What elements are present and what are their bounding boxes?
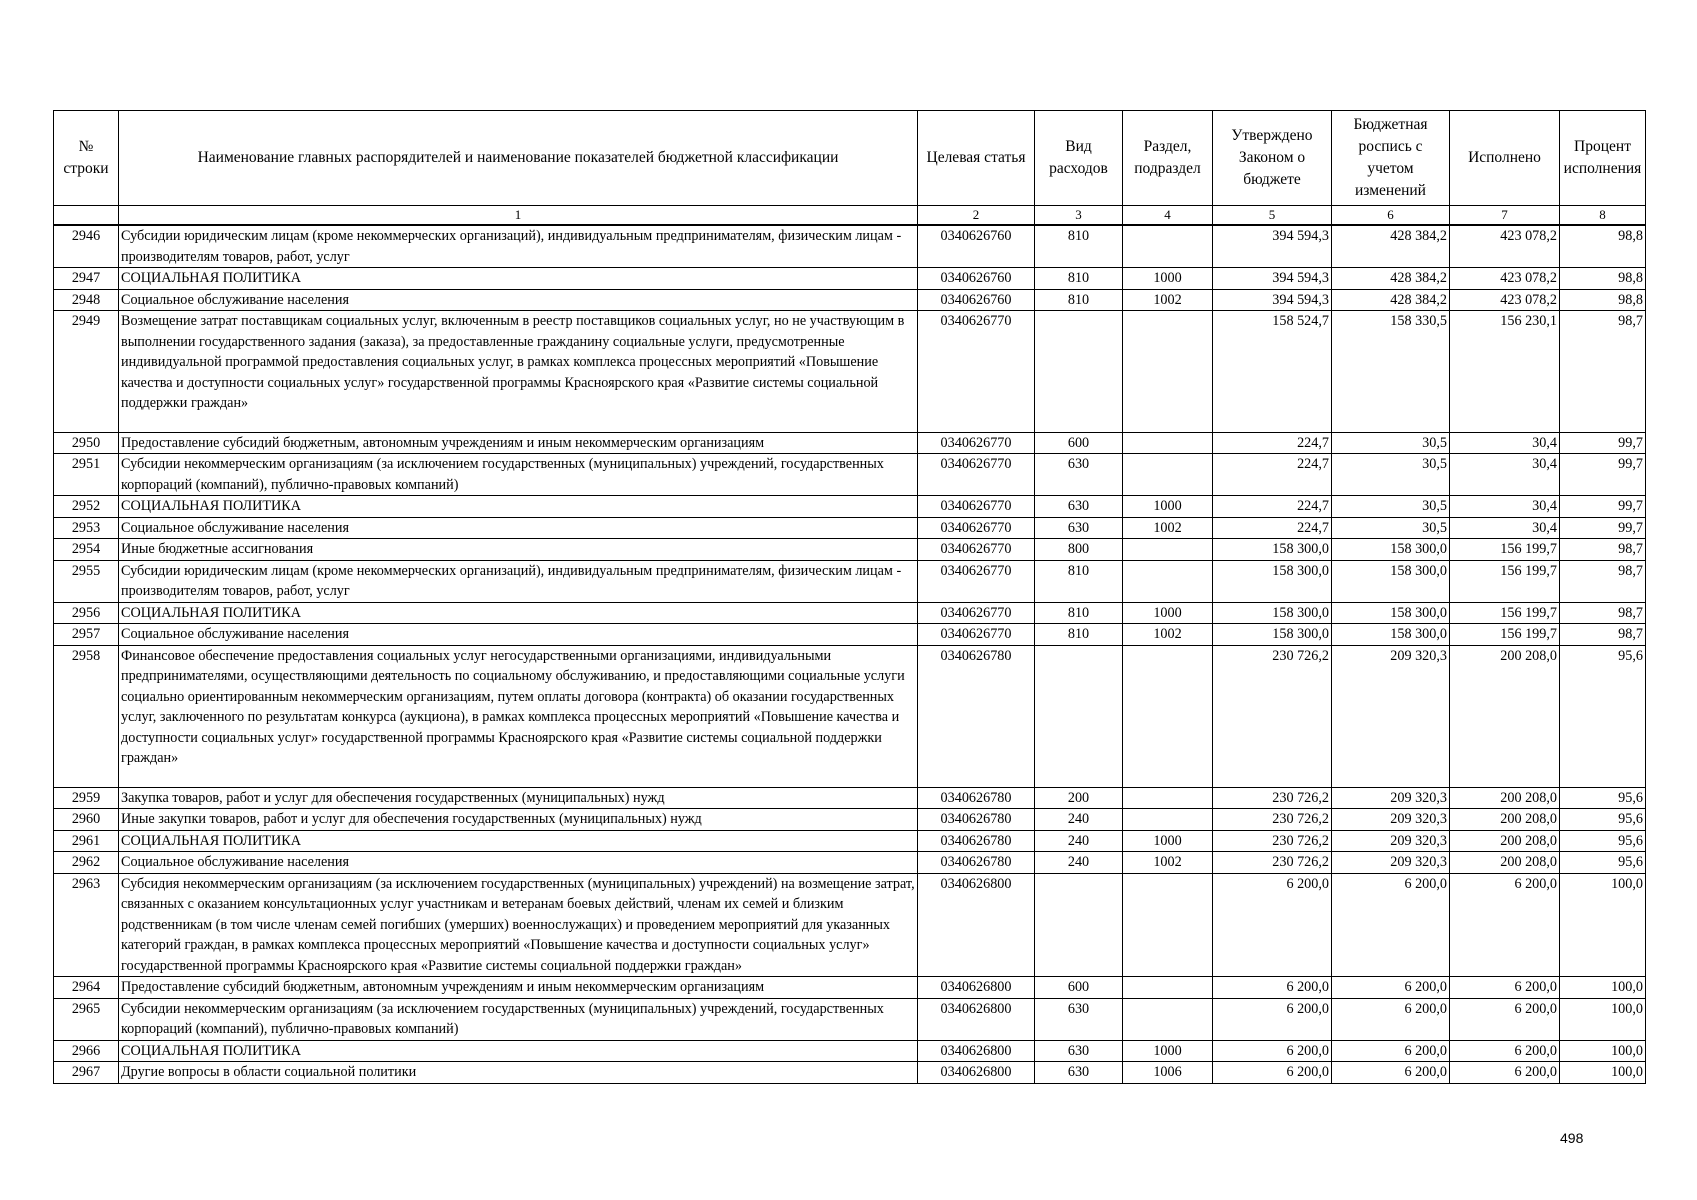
row-name: Социальное обслуживание населения <box>119 624 918 646</box>
execution-percent: 99,7 <box>1560 517 1646 539</box>
row-name: Субсидии некоммерческим организациям (за исключением государственных (муниципальных) учреждений, государственных корпораций (компаний), публично-правовых компаний) <box>119 998 918 1040</box>
header-percent: Процент исполнения <box>1560 111 1646 206</box>
row-number: 2957 <box>54 624 119 646</box>
execution-percent: 100,0 <box>1560 998 1646 1040</box>
header-name: Наименование главных распорядителей и наименование показателей бюджетной классификации <box>119 111 918 206</box>
header-approved: Утверждено Законом о бюджете <box>1213 111 1332 206</box>
target-article: 0340626800 <box>918 1040 1035 1062</box>
section: 1000 <box>1123 1040 1213 1062</box>
header-executed: Исполнено <box>1450 111 1560 206</box>
budget-list-amount: 209 320,3 <box>1332 645 1450 787</box>
row-name: Субсидии некоммерческим организациям (за исключением государственных (муниципальных) учреждений, государственных корпораций (компаний), публично-правовых компаний) <box>119 454 918 496</box>
executed-amount: 200 208,0 <box>1450 852 1560 874</box>
row-name: Финансовое обеспечение предоставления социальных услуг негосударственными организациями, индивидуальными предпринимателями, осуществляющими деятельность по социальному обслуживанию, и предоставляющими социальные услуги социально ориентированным некоммерческим организациям, путем оплаты договора (контракта) об оказании государственных услуг, заключенного по результатам конкурса (аукциона), в рамках комплекса процессных мероприятий «Повышение качества и доступности социальных услуг» государственной программы Красноярского края «Развитие системы социальной поддержки граждан» <box>119 645 918 787</box>
execution-percent: 98,8 <box>1560 289 1646 311</box>
approved-amount: 158 300,0 <box>1213 602 1332 624</box>
expense-type: 810 <box>1035 225 1123 268</box>
expense-type <box>1035 645 1123 787</box>
expense-type <box>1035 311 1123 433</box>
header-budget-list: Бюджетная роспись с учетом изменений <box>1332 111 1450 206</box>
target-article: 0340626770 <box>918 311 1035 433</box>
approved-amount: 230 726,2 <box>1213 852 1332 874</box>
section <box>1123 787 1213 809</box>
table-row <box>54 873 1646 977</box>
budget-list-amount: 30,5 <box>1332 517 1450 539</box>
budget-list-amount: 209 320,3 <box>1332 830 1450 852</box>
section: 1006 <box>1123 1062 1213 1084</box>
table-body <box>54 225 1646 1083</box>
row-name: СОЦИАЛЬНАЯ ПОЛИТИКА <box>119 1040 918 1062</box>
row-name: Предоставление субсидий бюджетным, автономным учреждениям и иным некоммерческим организациям <box>119 977 918 999</box>
executed-amount: 6 200,0 <box>1450 1062 1560 1084</box>
row-name: Иные закупки товаров, работ и услуг для обеспечения государственных (муниципальных) нужд <box>119 809 918 831</box>
column-number: 6 <box>1332 206 1450 226</box>
budget-list-amount: 158 300,0 <box>1332 624 1450 646</box>
table-row <box>54 539 1646 561</box>
section: 1000 <box>1123 602 1213 624</box>
table-row <box>54 268 1646 290</box>
table-row <box>54 602 1646 624</box>
expense-type: 810 <box>1035 624 1123 646</box>
section <box>1123 645 1213 787</box>
execution-percent: 98,7 <box>1560 560 1646 602</box>
header-row-number: № строки <box>54 111 119 206</box>
table-row <box>54 454 1646 496</box>
row-number: 2958 <box>54 645 119 787</box>
budget-list-amount: 428 384,2 <box>1332 268 1450 290</box>
row-number: 2947 <box>54 268 119 290</box>
approved-amount: 230 726,2 <box>1213 830 1332 852</box>
row-name: Субсидии юридическим лицам (кроме некоммерческих организаций), индивидуальным предпринимателям, физическим лицам - производителям товаров, работ, услуг <box>119 225 918 268</box>
target-article: 0340626770 <box>918 517 1035 539</box>
executed-amount: 6 200,0 <box>1450 998 1560 1040</box>
executed-amount: 156 199,7 <box>1450 560 1560 602</box>
expense-type: 630 <box>1035 998 1123 1040</box>
budget-list-amount: 209 320,3 <box>1332 809 1450 831</box>
approved-amount: 394 594,3 <box>1213 225 1332 268</box>
row-number: 2949 <box>54 311 119 433</box>
executed-amount: 6 200,0 <box>1450 873 1560 977</box>
section: 1000 <box>1123 268 1213 290</box>
execution-percent: 95,6 <box>1560 809 1646 831</box>
target-article: 0340626780 <box>918 787 1035 809</box>
budget-list-amount: 6 200,0 <box>1332 977 1450 999</box>
column-number-blank <box>54 206 119 226</box>
expense-type: 630 <box>1035 517 1123 539</box>
execution-percent: 100,0 <box>1560 1062 1646 1084</box>
target-article: 0340626800 <box>918 873 1035 977</box>
budget-list-amount: 6 200,0 <box>1332 998 1450 1040</box>
row-name: СОЦИАЛЬНАЯ ПОЛИТИКА <box>119 830 918 852</box>
table-row <box>54 311 1646 433</box>
table-row <box>54 432 1646 454</box>
column-number: 2 <box>918 206 1035 226</box>
approved-amount: 158 300,0 <box>1213 624 1332 646</box>
budget-list-amount: 428 384,2 <box>1332 225 1450 268</box>
expense-type: 810 <box>1035 268 1123 290</box>
executed-amount: 156 199,7 <box>1450 624 1560 646</box>
column-number-row <box>54 206 1646 226</box>
row-number: 2965 <box>54 998 119 1040</box>
expense-type: 600 <box>1035 432 1123 454</box>
approved-amount: 230 726,2 <box>1213 787 1332 809</box>
execution-percent: 98,7 <box>1560 539 1646 561</box>
target-article: 0340626800 <box>918 977 1035 999</box>
executed-amount: 200 208,0 <box>1450 809 1560 831</box>
target-article: 0340626770 <box>918 454 1035 496</box>
column-number: 7 <box>1450 206 1560 226</box>
target-article: 0340626770 <box>918 539 1035 561</box>
section: 1000 <box>1123 830 1213 852</box>
executed-amount: 6 200,0 <box>1450 1040 1560 1062</box>
section: 1002 <box>1123 852 1213 874</box>
executed-amount: 423 078,2 <box>1450 225 1560 268</box>
row-number: 2953 <box>54 517 119 539</box>
expense-type: 630 <box>1035 1040 1123 1062</box>
execution-percent: 98,8 <box>1560 268 1646 290</box>
row-name: СОЦИАЛЬНАЯ ПОЛИТИКА <box>119 268 918 290</box>
table-row <box>54 809 1646 831</box>
row-number: 2960 <box>54 809 119 831</box>
budget-list-amount: 6 200,0 <box>1332 873 1450 977</box>
row-number: 2964 <box>54 977 119 999</box>
expense-type: 810 <box>1035 289 1123 311</box>
row-number: 2967 <box>54 1062 119 1084</box>
expense-type: 200 <box>1035 787 1123 809</box>
header-row <box>54 111 1646 206</box>
approved-amount: 158 524,7 <box>1213 311 1332 433</box>
target-article: 0340626770 <box>918 432 1035 454</box>
row-name: СОЦИАЛЬНАЯ ПОЛИТИКА <box>119 496 918 518</box>
expense-type: 240 <box>1035 809 1123 831</box>
executed-amount: 156 199,7 <box>1450 539 1560 561</box>
row-name: СОЦИАЛЬНАЯ ПОЛИТИКА <box>119 602 918 624</box>
target-article: 0340626760 <box>918 289 1035 311</box>
budget-list-amount: 158 330,5 <box>1332 311 1450 433</box>
approved-amount: 224,7 <box>1213 454 1332 496</box>
row-number: 2966 <box>54 1040 119 1062</box>
section <box>1123 454 1213 496</box>
execution-percent: 95,6 <box>1560 852 1646 874</box>
execution-percent: 95,6 <box>1560 830 1646 852</box>
table-row <box>54 517 1646 539</box>
approved-amount: 158 300,0 <box>1213 539 1332 561</box>
row-number: 2962 <box>54 852 119 874</box>
header-expense-type: Вид расходов <box>1035 111 1123 206</box>
column-number: 5 <box>1213 206 1332 226</box>
executed-amount: 423 078,2 <box>1450 268 1560 290</box>
section <box>1123 225 1213 268</box>
budget-list-amount: 30,5 <box>1332 432 1450 454</box>
target-article: 0340626780 <box>918 809 1035 831</box>
budget-list-amount: 6 200,0 <box>1332 1062 1450 1084</box>
target-article: 0340626760 <box>918 225 1035 268</box>
row-name: Возмещение затрат поставщикам социальных услуг, включенным в реестр поставщиков социальных услуг, но не участвующим в выполнении государственного задания (заказа), за предоставленные гражданину социальные услуги, предусмотренные индивидуальной программой предоставления социальных услуг, в рамках комплекса процессных мероприятий «Повышение качества и доступности социальных услуг» государственной программы Красноярского края «Развитие системы социальной поддержки граждан» <box>119 311 918 433</box>
row-name: Предоставление субсидий бюджетным, автономным учреждениям и иным некоммерческим организациям <box>119 432 918 454</box>
expense-type: 630 <box>1035 1062 1123 1084</box>
budget-list-amount: 158 300,0 <box>1332 539 1450 561</box>
row-number: 2950 <box>54 432 119 454</box>
section: 1002 <box>1123 624 1213 646</box>
section <box>1123 977 1213 999</box>
executed-amount: 30,4 <box>1450 496 1560 518</box>
section <box>1123 998 1213 1040</box>
execution-percent: 95,6 <box>1560 787 1646 809</box>
row-number: 2951 <box>54 454 119 496</box>
target-article: 0340626770 <box>918 560 1035 602</box>
row-number: 2959 <box>54 787 119 809</box>
target-article: 0340626780 <box>918 830 1035 852</box>
section: 1002 <box>1123 517 1213 539</box>
budget-list-amount: 30,5 <box>1332 454 1450 496</box>
approved-amount: 224,7 <box>1213 517 1332 539</box>
execution-percent: 98,7 <box>1560 602 1646 624</box>
row-name: Социальное обслуживание населения <box>119 289 918 311</box>
executed-amount: 6 200,0 <box>1450 977 1560 999</box>
section <box>1123 311 1213 433</box>
expense-type <box>1035 873 1123 977</box>
row-number: 2946 <box>54 225 119 268</box>
table-row <box>54 1040 1646 1062</box>
header-target-article: Целевая статья <box>918 111 1035 206</box>
row-number: 2954 <box>54 539 119 561</box>
approved-amount: 6 200,0 <box>1213 1062 1332 1084</box>
section: 1000 <box>1123 496 1213 518</box>
section <box>1123 873 1213 977</box>
approved-amount: 158 300,0 <box>1213 560 1332 602</box>
expense-type: 240 <box>1035 852 1123 874</box>
budget-list-amount: 209 320,3 <box>1332 787 1450 809</box>
executed-amount: 30,4 <box>1450 454 1560 496</box>
execution-percent: 100,0 <box>1560 977 1646 999</box>
section: 1002 <box>1123 289 1213 311</box>
table-row <box>54 496 1646 518</box>
budget-list-amount: 428 384,2 <box>1332 289 1450 311</box>
table-header <box>54 111 1646 226</box>
expense-type: 810 <box>1035 560 1123 602</box>
column-number: 8 <box>1560 206 1646 226</box>
approved-amount: 6 200,0 <box>1213 873 1332 977</box>
row-name: Социальное обслуживание населения <box>119 517 918 539</box>
execution-percent: 100,0 <box>1560 1040 1646 1062</box>
target-article: 0340626780 <box>918 645 1035 787</box>
expense-type: 810 <box>1035 602 1123 624</box>
section <box>1123 560 1213 602</box>
section <box>1123 539 1213 561</box>
expense-type: 600 <box>1035 977 1123 999</box>
target-article: 0340626800 <box>918 1062 1035 1084</box>
row-name: Субсидия некоммерческим организациям (за исключением государственных (муниципальных) учреждений) на возмещение затрат, связанных с оказанием консультационных услуг участникам и ветеранам боевых действий, членам их семей и близким родственникам (в том числе членам семей погибших (умерших) военнослужащих) и проведением мероприятий для указанных категорий граждан, в рамках комплекса процессных мероприятий «Повышение качества и доступности социальных услуг» государственной программы Красноярского края «Развитие системы социальной поддержки граждан» <box>119 873 918 977</box>
row-name: Иные бюджетные ассигнования <box>119 539 918 561</box>
budget-list-amount: 6 200,0 <box>1332 1040 1450 1062</box>
execution-percent: 99,7 <box>1560 496 1646 518</box>
approved-amount: 230 726,2 <box>1213 645 1332 787</box>
budget-list-amount: 209 320,3 <box>1332 852 1450 874</box>
approved-amount: 394 594,3 <box>1213 268 1332 290</box>
target-article: 0340626760 <box>918 268 1035 290</box>
budget-list-amount: 158 300,0 <box>1332 602 1450 624</box>
row-name: Другие вопросы в области социальной политики <box>119 1062 918 1084</box>
expense-type: 630 <box>1035 496 1123 518</box>
execution-percent: 99,7 <box>1560 432 1646 454</box>
column-number: 3 <box>1035 206 1123 226</box>
table-row <box>54 852 1646 874</box>
executed-amount: 156 230,1 <box>1450 311 1560 433</box>
row-number: 2963 <box>54 873 119 977</box>
table-row <box>54 560 1646 602</box>
budget-table <box>53 110 1646 1084</box>
expense-type: 800 <box>1035 539 1123 561</box>
expense-type: 630 <box>1035 454 1123 496</box>
target-article: 0340626770 <box>918 624 1035 646</box>
approved-amount: 224,7 <box>1213 496 1332 518</box>
table-row <box>54 787 1646 809</box>
target-article: 0340626800 <box>918 998 1035 1040</box>
header-section: Раздел, подраздел <box>1123 111 1213 206</box>
execution-percent: 99,7 <box>1560 454 1646 496</box>
approved-amount: 224,7 <box>1213 432 1332 454</box>
executed-amount: 30,4 <box>1450 432 1560 454</box>
row-number: 2948 <box>54 289 119 311</box>
execution-percent: 98,8 <box>1560 225 1646 268</box>
row-number: 2956 <box>54 602 119 624</box>
table-row <box>54 289 1646 311</box>
executed-amount: 30,4 <box>1450 517 1560 539</box>
execution-percent: 100,0 <box>1560 873 1646 977</box>
row-name: Субсидии юридическим лицам (кроме некоммерческих организаций), индивидуальным предпринимателям, физическим лицам - производителям товаров, работ, услуг <box>119 560 918 602</box>
section <box>1123 432 1213 454</box>
row-number: 2952 <box>54 496 119 518</box>
approved-amount: 230 726,2 <box>1213 809 1332 831</box>
column-number: 4 <box>1123 206 1213 226</box>
table-row <box>54 977 1646 999</box>
target-article: 0340626780 <box>918 852 1035 874</box>
executed-amount: 423 078,2 <box>1450 289 1560 311</box>
executed-amount: 156 199,7 <box>1450 602 1560 624</box>
approved-amount: 6 200,0 <box>1213 977 1332 999</box>
table-row <box>54 225 1646 268</box>
executed-amount: 200 208,0 <box>1450 645 1560 787</box>
page-number: 498 <box>1560 1130 1584 1146</box>
execution-percent: 98,7 <box>1560 311 1646 433</box>
approved-amount: 6 200,0 <box>1213 1040 1332 1062</box>
column-number: 1 <box>119 206 918 226</box>
execution-percent: 98,7 <box>1560 624 1646 646</box>
execution-percent: 95,6 <box>1560 645 1646 787</box>
section <box>1123 809 1213 831</box>
table-row <box>54 998 1646 1040</box>
table-row <box>54 624 1646 646</box>
approved-amount: 394 594,3 <box>1213 289 1332 311</box>
row-name: Закупка товаров, работ и услуг для обеспечения государственных (муниципальных) нужд <box>119 787 918 809</box>
target-article: 0340626770 <box>918 602 1035 624</box>
budget-list-amount: 30,5 <box>1332 496 1450 518</box>
table-row <box>54 1062 1646 1084</box>
target-article: 0340626770 <box>918 496 1035 518</box>
table-row <box>54 830 1646 852</box>
table-row <box>54 645 1646 787</box>
expense-type: 240 <box>1035 830 1123 852</box>
row-number: 2955 <box>54 560 119 602</box>
row-name: Социальное обслуживание населения <box>119 852 918 874</box>
executed-amount: 200 208,0 <box>1450 830 1560 852</box>
budget-list-amount: 158 300,0 <box>1332 560 1450 602</box>
executed-amount: 200 208,0 <box>1450 787 1560 809</box>
approved-amount: 6 200,0 <box>1213 998 1332 1040</box>
row-number: 2961 <box>54 830 119 852</box>
